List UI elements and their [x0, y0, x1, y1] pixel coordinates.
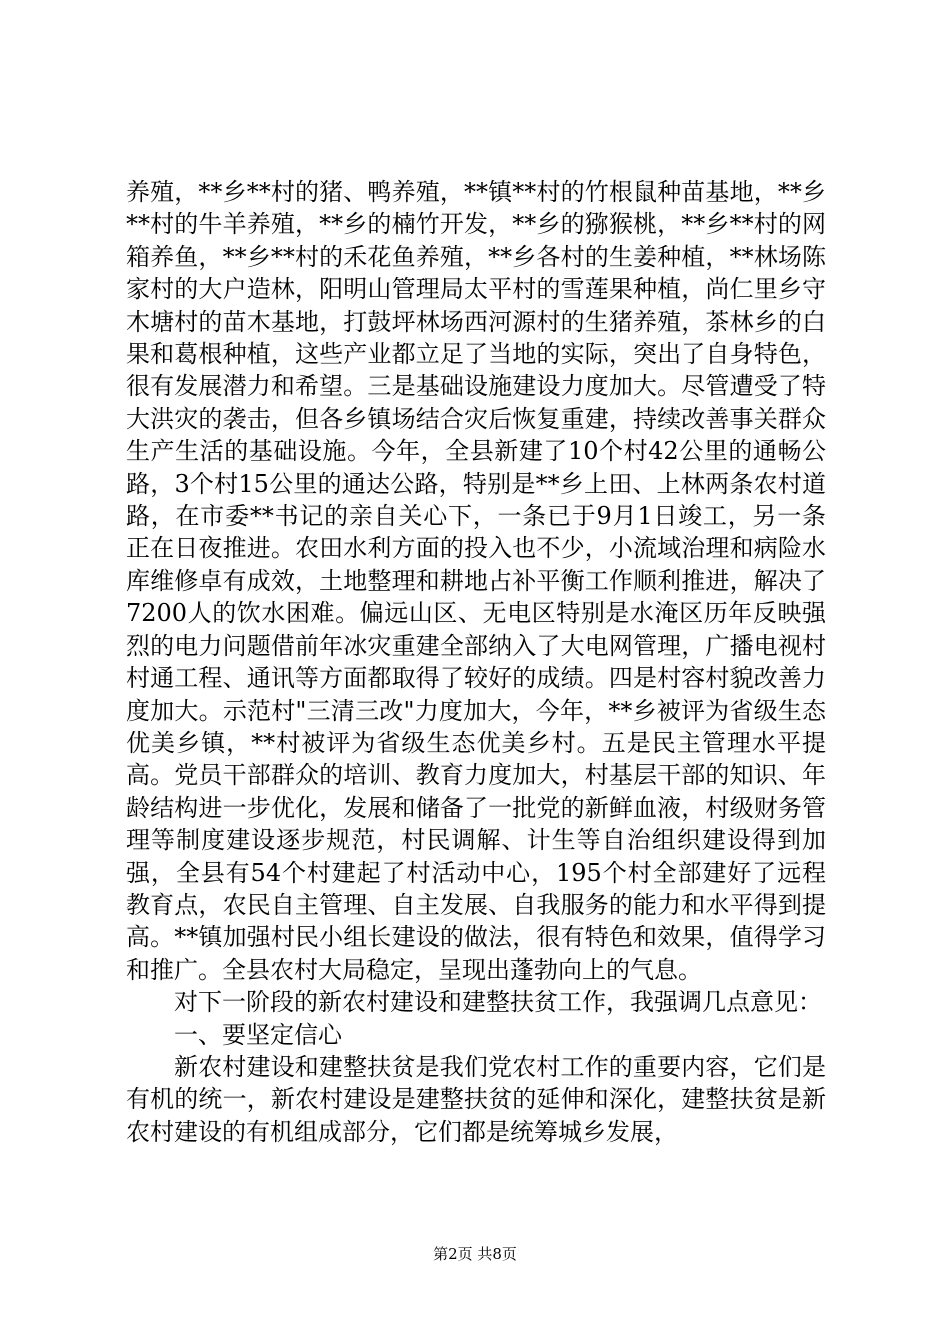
page-number-footer: 第2页 共8页	[433, 1245, 517, 1263]
document-body	[126, 176, 826, 1148]
paragraph-new-rural-construction: 新农村建设和建整扶贫是我们党农村工作的重要内容，它们是有机的统一，新农村建设是建整扶贫的延伸和深化，建整扶贫是新农村建设的有机组成部分，它们都是统筹城乡发展，	[126, 1052, 826, 1146]
paragraph-intro-opinions: 对下一阶段的新农村建设和建整扶贫工作，我强调几点意见：	[174, 988, 822, 1017]
section-heading-confidence: 一、要坚定信心	[174, 1020, 342, 1049]
paragraph-continued: 养殖，**乡**村的猪、鸭养殖，**镇**村的竹根鼠种苗基地，**乡**村的牛羊养殖，**乡的楠竹开发，**乡的猕猴桃，**乡**村的网箱养鱼，**乡**村的禾花鱼养殖，**乡各村的生姜种植，**林场陈家村的大户造林，阳明山管理局太平村的雪莲果种植，尚仁里乡守木塘村的苗木基地，打鼓坪林场西河源村的生猪养殖，茶林乡的白果和葛根种植，这些产业都立足了当地的实际，突出了自身特色，很有发展潜力和希望。三是基础设施建设力度加大。尽管遭受了特大洪灾的袭击，但各乡镇场结合灾后恢复重建，持续改善事关群众生产生活的基础设施。今年，全县新建了10个村42公里的通畅公路，3个村15公里的通达公路，特别是**乡上田、上林两条农村道路，在市委**书记的亲自关心下，一条已于9月1日竣工，另一条正在日夜推进。农田水利方面的投入也不少，小流域治理和病险水库维修卓有成效，土地整理和耕地占补平衡工作顺利推进，解决了7200人的饮水困难。偏远山区、无电区特别是水淹区历年反映强烈的电力问题借前年冰灾重建全部纳入了大电网管理，广播电视村村通工程、通讯等方面都取得了较好的成绩。四是村容村貌改善力度加大。示范村"三清三改"力度加大，今年，**乡被评为省级生态优美乡镇，**村被评为省级生态优美乡村。五是民主管理水平提高。党员干部群众的培训、教育力度加大，村基层干部的知识、年龄结构进一步优化，发展和储备了一批党的新鲜血液，村级财务管理等制度建设逐步规范，村民调解、计生等自治组织建设得到加强，全县有54个村建起了村活动中心，195个村全部建好了远程教育点，农民自主管理、自主发展、自我服务的能力和水平得到提高。**镇加强村民小组长建设的做法，很有特色和效果，值得学习和推广。全县农村大局稳定，呈现出蓬勃向上的气息。	[126, 178, 826, 984]
